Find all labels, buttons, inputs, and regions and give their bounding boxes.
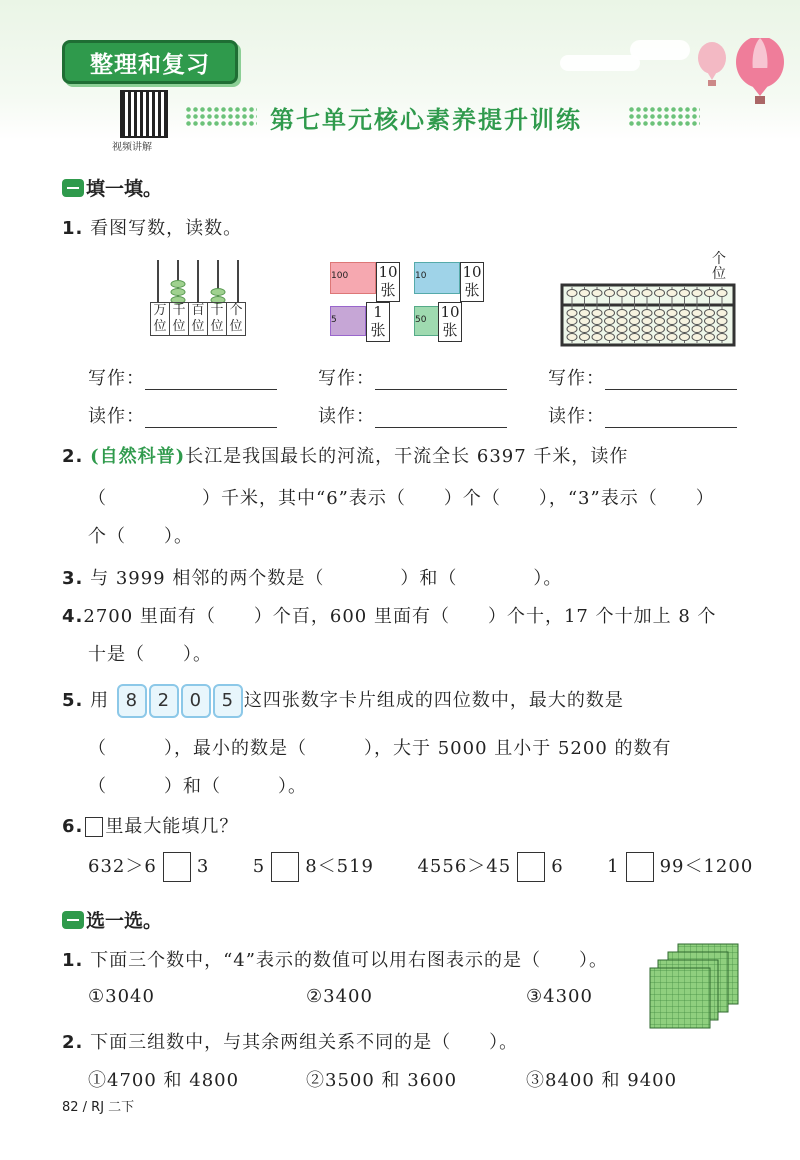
bead [580, 318, 590, 325]
bead [580, 334, 590, 341]
q6-line: 6. 里最大能填几？ [62, 816, 239, 837]
bead [630, 318, 640, 325]
counting-frame-label: 个位 [712, 251, 726, 282]
abacus-label: 个位 [227, 302, 246, 336]
abacus-label: 万位 [150, 302, 170, 336]
bead [605, 318, 615, 325]
bead [680, 334, 690, 341]
banknote: 100 [330, 262, 376, 294]
bead [630, 290, 640, 297]
bead [567, 334, 577, 341]
bead [642, 290, 652, 297]
bead [655, 310, 665, 317]
bead [617, 310, 627, 317]
answer-blank[interactable] [375, 369, 507, 390]
write-row-1: 写作： [88, 364, 277, 390]
bead [692, 290, 702, 297]
bead [705, 326, 715, 333]
bead [605, 290, 615, 297]
bead [667, 334, 677, 341]
fill-box[interactable] [517, 852, 545, 882]
section-number-icon [62, 911, 84, 929]
bead [692, 310, 702, 317]
bead [717, 290, 727, 297]
bead [680, 310, 690, 317]
s2-q2-option[interactable]: ①4700 和 4800 [88, 1070, 240, 1091]
qr-caption: 视频讲解 [112, 142, 152, 153]
banknote: 5 [330, 306, 366, 336]
bead [567, 326, 577, 333]
title-dots-right [628, 106, 700, 126]
q5-line-3: （ ）和（ ）。 [88, 776, 307, 797]
abacus-label: 十位 [208, 302, 227, 336]
bead [642, 310, 652, 317]
bead [705, 334, 715, 341]
banknote: 50 [414, 306, 460, 336]
s2-q2-option[interactable]: ②3500 和 3600 [306, 1070, 458, 1091]
bead [705, 310, 715, 317]
fill-box[interactable] [271, 852, 299, 882]
bead [605, 310, 615, 317]
digit-card: 2 [149, 684, 179, 718]
bead [617, 318, 627, 325]
s2-q1-line: 1. 下面三个数中，“4”表示的数值可以用右图表示的是（ ）。 [62, 950, 608, 971]
abacus-label: 百位 [189, 302, 208, 336]
answer-blank[interactable] [145, 369, 277, 390]
answer-blank[interactable] [145, 407, 277, 428]
bead [630, 310, 640, 317]
q1-line: 1. 看图写数，读数。 [62, 218, 243, 239]
write-row-2: 写作： [318, 364, 507, 390]
bead [667, 290, 677, 297]
section-number-icon [62, 179, 84, 197]
cloud [560, 55, 640, 71]
bead [567, 290, 577, 297]
bead [680, 326, 690, 333]
bead [680, 318, 690, 325]
section-tag: 整理和复习 [62, 40, 238, 84]
digit-card: 0 [181, 684, 211, 718]
read-row-1: 读作： [88, 402, 277, 428]
bead [642, 318, 652, 325]
bead [667, 310, 677, 317]
section-1-heading: 填一填。 [62, 174, 162, 201]
empty-box-icon [85, 817, 103, 837]
q3-line: 3. 与 3999 相邻的两个数是（ ）和（ ）。 [62, 568, 563, 589]
bead [605, 334, 615, 341]
bead [642, 326, 652, 333]
bead [717, 334, 727, 341]
q2-line-3: 个（ ）。 [88, 526, 193, 547]
bead [630, 326, 640, 333]
hot-air-balloon-icon [690, 38, 790, 108]
q2-line-2: （ ）千米，其中“6”表示（ ）个（ ），“3”表示（ ） [88, 488, 715, 509]
q6-items: 632＞6 3 5 8＜519 4556＞45 6 1 99＜1200 [88, 852, 753, 882]
page-footer: 82 / RJ 二下 [62, 1100, 135, 1115]
bead [717, 318, 727, 325]
thousand-cubes-figure [648, 940, 744, 1032]
note-count: 10张 [460, 262, 484, 302]
s2-q2-line: 2. 下面三组数中，与其余两组关系不同的是（ ）。 [62, 1032, 519, 1053]
bead [617, 290, 627, 297]
read-row-3: 读作： [548, 402, 737, 428]
bead [580, 290, 590, 297]
bead [655, 318, 665, 325]
bead [705, 290, 715, 297]
bead [692, 326, 702, 333]
q4-line-1: 4.2700 里面有（ ）个百，600 里面有（ ）个十，17 个十加上 8 个 [62, 606, 717, 627]
digit-card: 5 [213, 684, 243, 718]
bead [655, 334, 665, 341]
title-dots-left [185, 106, 257, 126]
bead [667, 318, 677, 325]
qr-code-icon[interactable] [120, 90, 168, 138]
s2-q1-option[interactable]: ②3400 [306, 986, 373, 1007]
bead [705, 318, 715, 325]
bead [567, 318, 577, 325]
q5-line-1: 5. 用 8 2 0 5 这四张数字卡片组成的四位数中，最大的数是 [62, 684, 624, 718]
counting-frame-figure [560, 283, 736, 347]
answer-blank[interactable] [605, 407, 737, 428]
cloud [630, 40, 690, 60]
fill-box[interactable] [626, 852, 654, 882]
bead [567, 310, 577, 317]
page-title: 第七单元核心素养提升训练 [270, 106, 582, 134]
abacus-label: 千位 [170, 302, 189, 336]
bead [642, 334, 652, 341]
q2-line-1: 2. (自然科普)长江是我国最长的河流，干流全长 6397 千米，读作 [62, 446, 629, 467]
banknotes-figure [330, 262, 480, 346]
q4-line-2: 十是（ ）。 [88, 644, 212, 665]
bead [580, 310, 590, 317]
note-count: 10张 [438, 302, 462, 342]
abacus-labels [150, 302, 246, 336]
section-2-heading: 选一选。 [62, 906, 162, 933]
bead [592, 334, 602, 341]
read-row-2: 读作： [318, 402, 507, 428]
bead [680, 290, 690, 297]
note-count: 10张 [376, 262, 400, 302]
write-row-3: 写作： [548, 364, 737, 390]
digit-card: 8 [117, 684, 147, 718]
answer-blank[interactable] [605, 369, 737, 390]
banknote: 10 [414, 262, 460, 294]
q5-line-2: （ ），最小的数是（ ），大于 5000 且小于 5200 的数有 [88, 738, 672, 759]
note-count: 1张 [366, 302, 390, 342]
bead [655, 326, 665, 333]
fill-box[interactable] [163, 852, 191, 882]
bead [617, 326, 627, 333]
bead [630, 334, 640, 341]
bead [692, 318, 702, 325]
bead [717, 310, 727, 317]
bead [655, 290, 665, 297]
s2-q1-option[interactable]: ①3040 [88, 986, 155, 1007]
bead [667, 326, 677, 333]
bead [592, 290, 602, 297]
bead [717, 326, 727, 333]
bead [617, 334, 627, 341]
bead [592, 326, 602, 333]
bead [580, 326, 590, 333]
s2-q1-option[interactable]: ③4300 [526, 986, 593, 1007]
bead [592, 310, 602, 317]
bead [692, 334, 702, 341]
bead [592, 318, 602, 325]
answer-blank[interactable] [375, 407, 507, 428]
s2-q2-option[interactable]: ③8400 和 9400 [526, 1070, 678, 1091]
bead [605, 326, 615, 333]
